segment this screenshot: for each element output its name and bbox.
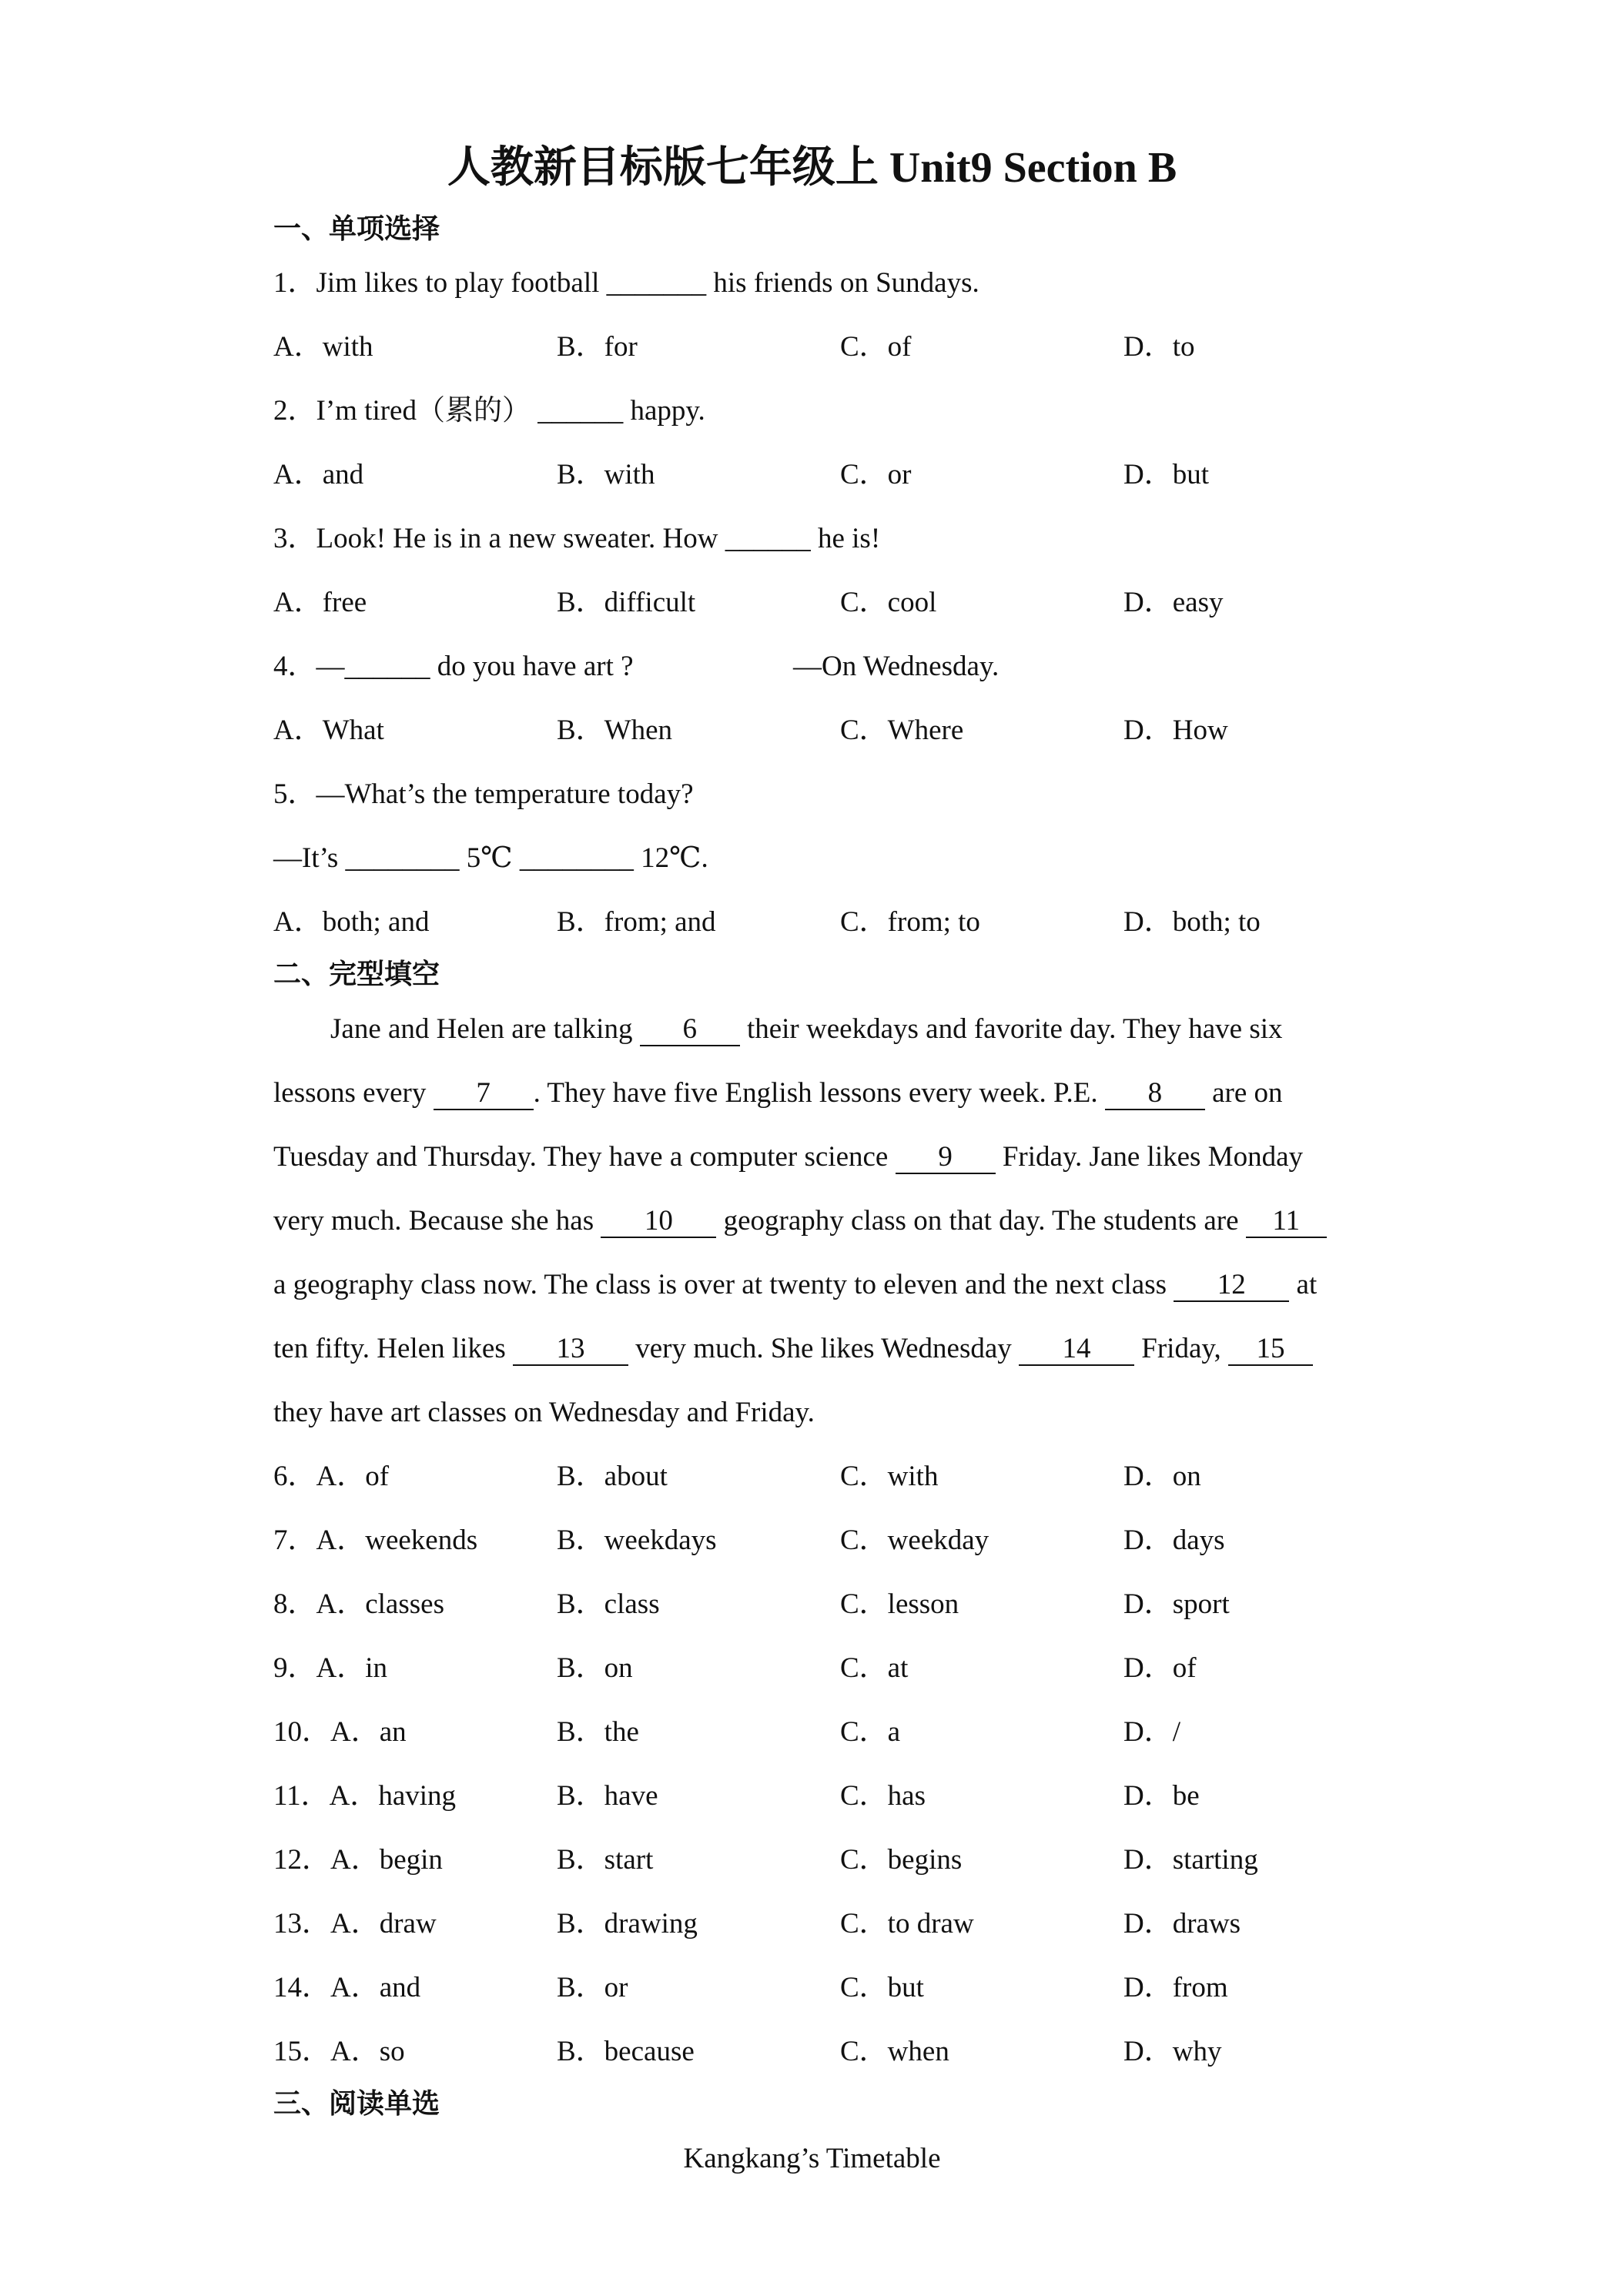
cloze-12-option-c: C．begins bbox=[840, 1844, 963, 1876]
blank-10[interactable]: 10 bbox=[601, 1206, 716, 1238]
question-2-stem: 2．I’m tired（累的） ______ happy. bbox=[273, 395, 705, 427]
question-3-option-d: D．easy bbox=[1123, 587, 1224, 618]
section-heading-multiple-choice: 一、单项选择 bbox=[273, 213, 440, 245]
cloze-12-option-b: B．start bbox=[557, 1844, 654, 1876]
question-1-stem: 1．Jim likes to play football _______ his friends on Sundays. bbox=[273, 267, 979, 299]
section-heading-cloze: 二、完型填空 bbox=[273, 959, 440, 990]
blank-11[interactable]: 11 bbox=[1246, 1206, 1327, 1238]
cloze-11-option-b: B．have bbox=[557, 1780, 658, 1812]
cloze-15-option-c: C．when bbox=[840, 2036, 949, 2067]
cloze-6-option-b: B．about bbox=[557, 1461, 668, 1492]
blank-14[interactable]: 14 bbox=[1019, 1334, 1134, 1366]
reading-passage-title: Kangkang’s Timetable bbox=[683, 2143, 941, 2174]
blank-12[interactable]: 12 bbox=[1174, 1270, 1289, 1302]
cloze-9-option-a: 9．A．in bbox=[273, 1652, 387, 1684]
cloze-text: Tuesday and Thursday. They have a computer science bbox=[273, 1141, 896, 1173]
cloze-8-option-b: B．class bbox=[557, 1588, 660, 1620]
question-5-option-a: A．both; and bbox=[273, 906, 430, 938]
cloze-13-option-d: D．draws bbox=[1123, 1908, 1241, 1940]
blank-6[interactable]: 6 bbox=[640, 1014, 740, 1046]
cloze-text: . They have five English lessons every week. P.E. bbox=[533, 1077, 1105, 1109]
question-3-stem: 3．Look! He is in a new sweater. How ______ he is! bbox=[273, 523, 881, 554]
question-2-option-c: C．or bbox=[840, 459, 912, 490]
blank-13[interactable]: 13 bbox=[513, 1334, 628, 1366]
cloze-line-3 bbox=[273, 1137, 1367, 1177]
question-4-option-b: B．When bbox=[557, 715, 673, 746]
cloze-text: a geography class now. The class is over at twenty to eleven and the next class bbox=[273, 1269, 1174, 1300]
cloze-text: their weekdays and favorite day. They have six bbox=[739, 1013, 1283, 1045]
cloze-11-option-a: 11．A．having bbox=[273, 1780, 457, 1812]
blank-9[interactable]: 9 bbox=[896, 1142, 996, 1174]
cloze-15-option-d: D．why bbox=[1123, 2036, 1222, 2067]
cloze-9-option-d: D．of bbox=[1123, 1652, 1197, 1684]
cloze-line-4 bbox=[273, 1201, 1367, 1241]
cloze-7-option-a: 7．A．weekends bbox=[273, 1525, 478, 1556]
cloze-14-option-d: D．from bbox=[1123, 1972, 1228, 2003]
question-4-stem: 4．—______ do you have art ? bbox=[273, 651, 634, 682]
cloze-9-option-b: B．on bbox=[557, 1652, 633, 1684]
cloze-text: ten fifty. Helen likes bbox=[273, 1333, 513, 1364]
question-4-option-a: A．What bbox=[273, 715, 384, 746]
cloze-14-option-a: 14．A．and bbox=[273, 1972, 421, 2003]
question-1-option-b: B．for bbox=[557, 331, 638, 363]
cloze-15-option-b: B．because bbox=[557, 2036, 695, 2067]
cloze-13-option-b: B．drawing bbox=[557, 1908, 698, 1940]
blank-8[interactable]: 8 bbox=[1105, 1078, 1205, 1110]
cloze-11-option-c: C．has bbox=[840, 1780, 926, 1812]
question-5-stem-line-2: —It’s ________ 5℃ ________ 12℃. bbox=[273, 842, 708, 874]
cloze-10-option-b: B．the bbox=[557, 1716, 639, 1748]
cloze-text: very much. She likes Wednesday bbox=[628, 1333, 1020, 1364]
cloze-6-option-c: C．with bbox=[840, 1461, 939, 1492]
cloze-14-option-c: C．but bbox=[840, 1972, 924, 2003]
cloze-text: lessons every bbox=[273, 1077, 434, 1109]
cloze-line-7: they have art classes on Wednesday and Friday. bbox=[273, 1397, 815, 1428]
question-4-option-d: D．How bbox=[1123, 715, 1228, 746]
cloze-text: geography class on that day. The students are bbox=[716, 1205, 1246, 1237]
cloze-line-1 bbox=[330, 1009, 1424, 1049]
cloze-12-option-d: D．starting bbox=[1123, 1844, 1258, 1876]
question-5-option-b: B．from; and bbox=[557, 906, 716, 938]
page-title: 人教新目标版七年级上 Unit9 Section B bbox=[447, 144, 1177, 192]
cloze-13-option-a: 13．A．draw bbox=[273, 1908, 437, 1940]
cloze-line-2 bbox=[273, 1073, 1367, 1113]
cloze-13-option-c: C．to draw bbox=[840, 1908, 974, 1940]
cloze-7-option-b: B．weekdays bbox=[557, 1525, 717, 1556]
cloze-6-option-d: D．on bbox=[1123, 1461, 1201, 1492]
cloze-11-option-d: D．be bbox=[1123, 1780, 1200, 1812]
question-5-option-c: C．from; to bbox=[840, 906, 980, 938]
section-heading-reading: 三、阅读单选 bbox=[273, 2088, 440, 2120]
question-3-option-b: B．difficult bbox=[557, 587, 696, 618]
cloze-8-option-a: 8．A．classes bbox=[273, 1588, 444, 1620]
question-5-option-d: D．both; to bbox=[1123, 906, 1261, 938]
cloze-14-option-b: B．or bbox=[557, 1972, 628, 2003]
cloze-9-option-c: C．at bbox=[840, 1652, 909, 1684]
question-1-option-c: C．of bbox=[840, 331, 912, 363]
cloze-8-option-d: D．sport bbox=[1123, 1588, 1230, 1620]
cloze-line-6 bbox=[273, 1329, 1367, 1369]
question-2-option-a: A．and bbox=[273, 459, 364, 490]
blank-7[interactable]: 7 bbox=[434, 1078, 534, 1110]
cloze-7-option-c: C．weekday bbox=[840, 1525, 989, 1556]
cloze-text: very much. Because she has bbox=[273, 1205, 601, 1237]
question-3-option-c: C．cool bbox=[840, 587, 937, 618]
cloze-text: Friday. Jane likes Monday bbox=[995, 1141, 1304, 1173]
question-5-stem: 5．—What’s the temperature today? bbox=[273, 778, 694, 810]
question-1-option-d: D．to bbox=[1123, 331, 1195, 363]
cloze-6-option-a: 6．A．of bbox=[273, 1461, 390, 1492]
question-1-option-a: A．with bbox=[273, 331, 373, 363]
cloze-10-option-d: D．/ bbox=[1123, 1716, 1180, 1748]
cloze-line-5 bbox=[273, 1265, 1367, 1305]
cloze-text: Friday, bbox=[1134, 1333, 1228, 1364]
question-4-reply: —On Wednesday. bbox=[793, 651, 1000, 682]
cloze-text: Jane and Helen are talking bbox=[330, 1013, 640, 1045]
cloze-15-option-a: 15．A．so bbox=[273, 2036, 405, 2067]
cloze-text: at bbox=[1289, 1269, 1318, 1300]
blank-15[interactable]: 15 bbox=[1228, 1334, 1313, 1366]
question-2-option-b: B．with bbox=[557, 459, 655, 490]
cloze-text: are on bbox=[1204, 1077, 1283, 1109]
question-4-option-c: C．Where bbox=[840, 715, 964, 746]
cloze-10-option-c: C．a bbox=[840, 1716, 901, 1748]
question-2-option-d: D．but bbox=[1123, 459, 1209, 490]
question-3-option-a: A．free bbox=[273, 587, 367, 618]
cloze-12-option-a: 12．A．begin bbox=[273, 1844, 443, 1876]
cloze-8-option-c: C．lesson bbox=[840, 1588, 959, 1620]
cloze-10-option-a: 10．A．an bbox=[273, 1716, 407, 1748]
cloze-7-option-d: D．days bbox=[1123, 1525, 1225, 1556]
